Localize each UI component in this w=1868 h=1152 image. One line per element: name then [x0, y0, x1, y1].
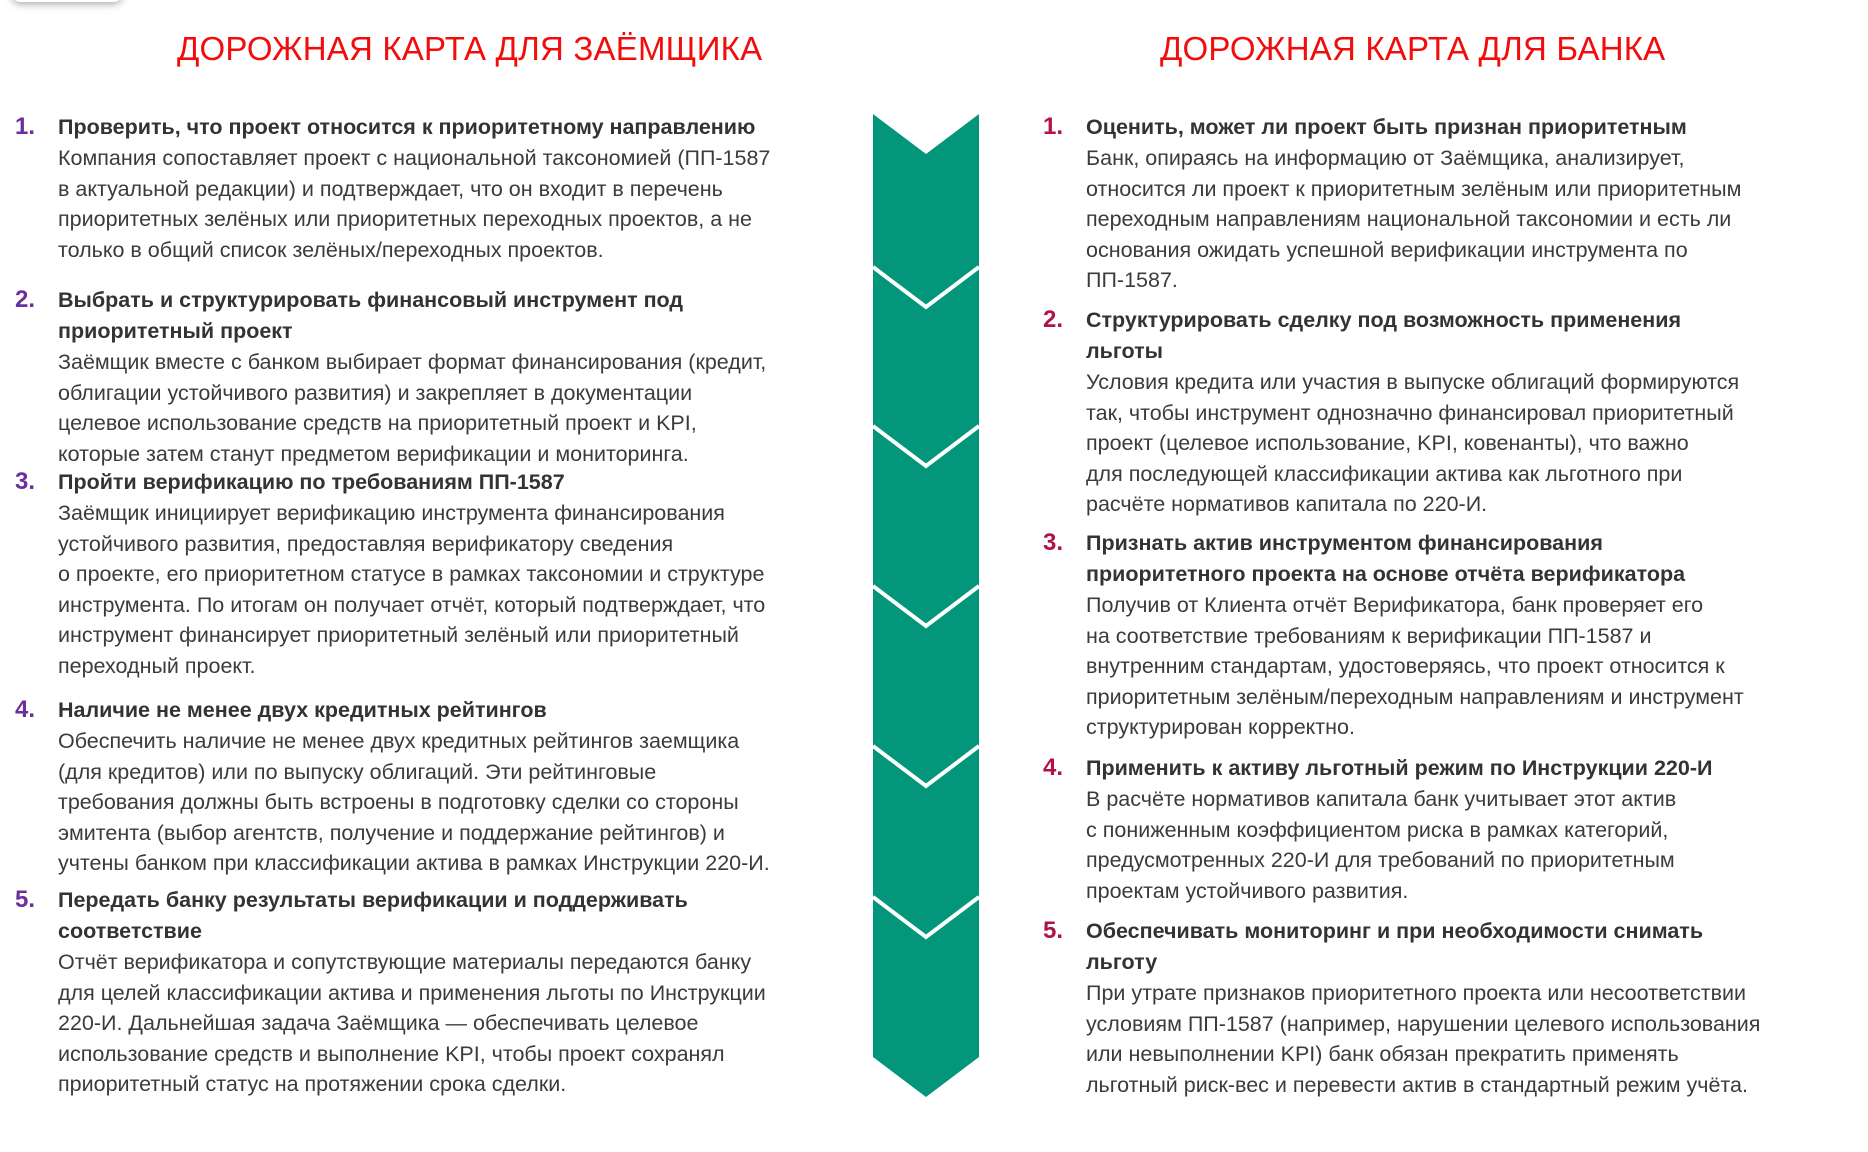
- step-description: [58, 143, 848, 265]
- step-description-line: предусмотренных 220-И для требований по приоритетным: [1086, 848, 1675, 872]
- step-description-line: Заёмщик вместе с банком выбирает формат финансирования (кредит,: [58, 350, 767, 374]
- step-content: [1086, 916, 1846, 1100]
- step-description-line: В расчёте нормативов капитала банк учитывает этот актив: [1086, 787, 1677, 811]
- step-content: [58, 467, 848, 681]
- step-title-line: приоритетный проект: [58, 319, 293, 343]
- step-title-line: Проверить, что проект относится к приоритетному направлению: [58, 115, 756, 139]
- step-description-line: относится ли проект к приоритетным зелёным или приоритетным: [1086, 176, 1742, 201]
- step-description-line: целевое использование средств на приоритетный проект и KPI,: [58, 411, 697, 435]
- step-description-line: проектам устойчивого развития.: [1086, 878, 1409, 903]
- step-description-line: 220-И. Дальнейшая задача Заёмщика — обеспечивать целевое: [58, 1011, 699, 1035]
- step-description-line: с пониженным коэффициентом риска в рамках категорий,: [1086, 817, 1669, 842]
- step-description-line: переходный проект.: [58, 653, 256, 678]
- step-description: [1086, 143, 1846, 296]
- step-description: [1086, 590, 1846, 743]
- step-content: [58, 285, 848, 469]
- step-title-line: Передать банку результаты верификации и поддерживать: [58, 888, 688, 912]
- step-content: [58, 112, 848, 265]
- step-description-line: эмитента (выбор агентств, получение и поддержание рейтингов) и: [58, 820, 725, 845]
- step-description: [58, 726, 848, 879]
- step-description-line: устойчивого развития, предоставляя верификатору сведения: [58, 531, 674, 556]
- step-number: 1.: [15, 113, 36, 140]
- step-description-line: проект (целевое использование, KPI, ковенанты), что важно: [1086, 431, 1689, 455]
- step-content: [1086, 528, 1846, 743]
- step-title-line: льготы: [1086, 339, 1164, 363]
- step-description: [1086, 367, 1846, 520]
- step-description-line: приоритетных зелёных или приоритетных переходных проектов, а не: [58, 207, 752, 231]
- step-number: 4.: [1043, 754, 1064, 781]
- step-title-line: Наличие не менее двух кредитных рейтингов: [58, 698, 547, 722]
- step-number: 5.: [15, 886, 36, 913]
- step-title: [1086, 916, 1846, 978]
- step-description: [1086, 978, 1846, 1100]
- step-description-line: условиям ПП-1587 (например, нарушении целевого использования: [1086, 1011, 1761, 1036]
- step-description: [58, 347, 848, 469]
- step-description-line: льготный риск-вес и перевести актив в стандартный режим учёта.: [1086, 1072, 1748, 1097]
- step-title: [58, 112, 848, 143]
- step-description-line: расчёте нормативов капитала по 220-И.: [1086, 492, 1488, 516]
- step-description-line: ПП-1587.: [1086, 268, 1178, 292]
- step-title-line: Структурировать сделку под возможность применения: [1086, 308, 1682, 332]
- step-description: [58, 947, 848, 1100]
- step-title-line: Обеспечивать мониторинг и при необходимости снимать: [1086, 919, 1704, 943]
- step-description-line: переходным направлениям национальной таксономии и есть ли: [1086, 207, 1732, 231]
- step-title-line: соответствие: [58, 919, 202, 943]
- step-description-line: использование средств и выполнение KPI, чтобы проект сохранял: [58, 1041, 725, 1066]
- step-title-line: Выбрать и структурировать финансовый инструмент под: [58, 288, 684, 312]
- step-description-line: Получив от Клиента отчёт Верификатора, банк проверяет его: [1086, 593, 1704, 617]
- step-description-line: приоритетным зелёным/переходным направлениям и инструмент: [1086, 684, 1744, 709]
- step-description-line: на соответствие требованиям к верификации ПП-1587 и: [1086, 623, 1652, 648]
- step-number: 2.: [1043, 306, 1064, 333]
- step-description-line: структурирован корректно.: [1086, 715, 1355, 739]
- step-title: [58, 885, 848, 947]
- step-title: [58, 695, 848, 726]
- step-title-line: Применить к активу льготный режим по Инструкции 220-И: [1086, 756, 1713, 780]
- step-content: [1086, 112, 1846, 296]
- step-description-line: только в общий список зелёных/переходных проектов.: [58, 237, 604, 262]
- step-description-line: Компания сопоставляет проект с национальной таксономией (ПП-1587: [58, 146, 771, 170]
- step-title-line: приоритетного проекта на основе отчёта верификатора: [1086, 562, 1686, 586]
- step-title: [1086, 305, 1846, 367]
- step-title: [1086, 528, 1846, 590]
- step-description-line: (для кредитов) или по выпуску облигаций. Эти рейтинговые: [58, 759, 657, 784]
- step-description-line: приоритетный статус на протяжении срока сделки.: [58, 1072, 567, 1096]
- step-description-line: инструмента. По итогам он получает отчёт, который подтверждает, что: [58, 592, 766, 617]
- step-title: [1086, 753, 1846, 784]
- step-title-line: Признать актив инструментом финансирования: [1086, 531, 1603, 555]
- arrow-body: [873, 114, 979, 1097]
- step-content: [1086, 305, 1846, 520]
- step-title: [58, 467, 848, 498]
- step-description-line: При утрате признаков приоритетного проекта или несоответствии: [1086, 981, 1747, 1005]
- step-title-line: Пройти верификацию по требованиям ПП-1587: [58, 470, 565, 494]
- step-title-line: льготу: [1086, 950, 1158, 974]
- step-description-line: основания ожидать успешной верификации инструмента по: [1086, 237, 1688, 262]
- step-title: [1086, 112, 1846, 143]
- step-description-line: так, чтобы инструмент однозначно финансировал приоритетный: [1086, 400, 1734, 425]
- step-title-line: Оценить, может ли проект быть признан приоритетным: [1086, 115, 1687, 139]
- step-description: [1086, 784, 1846, 906]
- borrower-roadmap-title: ДОРОЖНАЯ КАРТА ДЛЯ ЗАЁМЩИКА: [177, 30, 763, 67]
- step-number: 5.: [1043, 917, 1064, 944]
- step-description-line: Заёмщик инициирует верификацию инструмента финансирования: [58, 501, 725, 525]
- step-description-line: облигации устойчивого развития) и закрепляет в документации: [58, 380, 693, 405]
- step-number: 3.: [1043, 529, 1064, 556]
- step-number: 2.: [15, 286, 36, 313]
- step-description-line: Условия кредита или участия в выпуске облигаций формируются: [1086, 370, 1740, 394]
- top-shadow-decoration: [12, 0, 122, 2]
- step-description-line: о проекте, его приоритетном статусе в рамках таксономии и структуре: [58, 562, 765, 586]
- step-description-line: которые затем станут предметом верификации и мониторинга.: [58, 441, 689, 466]
- step-description-line: учтены банком при классификации актива в рамках Инструкции 220-И.: [58, 851, 770, 875]
- step-description-line: в актуальной редакции) и подтверждает, что он входит в перечень: [58, 176, 723, 201]
- step-description-line: инструмент финансирует приоритетный зелёный или приоритетный: [58, 623, 739, 647]
- step-description-line: для последующей классификации актива как льготного при: [1086, 461, 1683, 486]
- step-description: [58, 498, 848, 681]
- step-description-line: внутренним стандартам, удостоверяясь, что проект относится к: [1086, 654, 1725, 678]
- step-description-line: или невыполнении KPI) банк обязан прекратить применять: [1086, 1042, 1679, 1066]
- step-content: [1086, 753, 1846, 906]
- step-content: [58, 885, 848, 1100]
- step-number: 3.: [15, 468, 36, 495]
- step-description-line: для целей классификации актива и применения льготы по Инструкции: [58, 980, 766, 1005]
- step-content: [58, 695, 848, 879]
- step-number: 4.: [15, 696, 36, 723]
- step-description-line: требования должны быть встроены в подготовку сделки со стороны: [58, 790, 739, 814]
- step-title: [58, 285, 848, 347]
- step-description-line: Отчёт верификатора и сопутствующие материалы передаются банку: [58, 950, 752, 974]
- bank-roadmap-title: ДОРОЖНАЯ КАРТА ДЛЯ БАНКА: [1160, 30, 1666, 67]
- downward-chevron-arrow: [873, 114, 979, 1099]
- step-description-line: Банк, опираясь на информацию от Заёмщика, анализирует,: [1086, 146, 1685, 170]
- step-number: 1.: [1043, 113, 1064, 140]
- step-description-line: Обеспечить наличие не менее двух кредитных рейтингов заемщика: [58, 729, 740, 753]
